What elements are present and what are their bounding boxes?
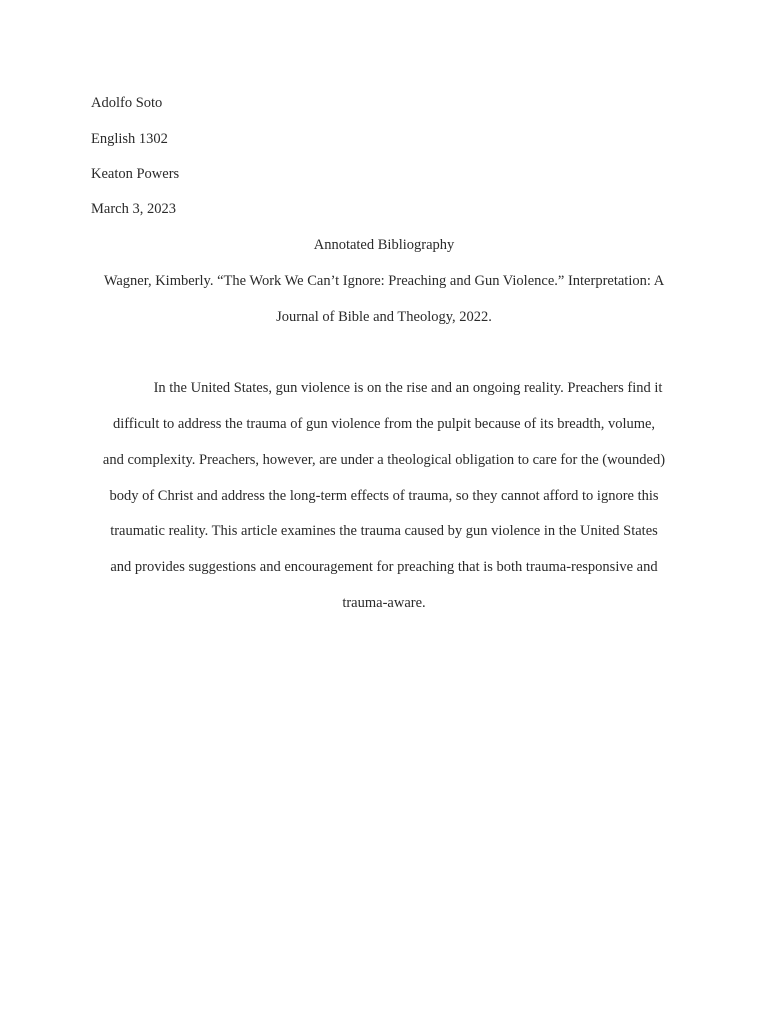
- annotation-line-first: [0, 379, 768, 397]
- citation-line: Wagner, Kimberly. “The Work We Can’t Ignore: Preaching and Gun Violence.” Interpretation: A: [103, 273, 665, 289]
- annotation-line: difficult to address the trauma of gun violence from the pulpit because of its breadth, volume,: [112, 416, 656, 432]
- annotation-text: In the United States, gun violence is on the rise and an ongoing reality. Preachers find it: [153, 380, 663, 396]
- annotation-line: and provides suggestions and encouragement for preaching that is both trauma-responsive and: [110, 559, 658, 575]
- annotation-line: traumatic reality. This article examines the trauma caused by gun violence in the United States: [110, 523, 658, 539]
- annotation-line-last: trauma-aware.: [342, 595, 426, 611]
- instructor-name: Keaton Powers: [91, 166, 180, 182]
- annotation-line: body of Christ and address the long-term effects of trauma, so they cannot afford to ignore this: [109, 488, 659, 504]
- course-name: English 1302: [91, 131, 168, 147]
- student-name: Adolfo Soto: [91, 95, 163, 111]
- annotation-line: and complexity. Preachers, however, are under a theological obligation to care for the (wounded): [102, 452, 666, 468]
- document-date: March 3, 2023: [91, 201, 176, 217]
- citation-line: Journal of Bible and Theology, 2022.: [276, 309, 492, 325]
- document-title: Annotated Bibliography: [313, 237, 455, 253]
